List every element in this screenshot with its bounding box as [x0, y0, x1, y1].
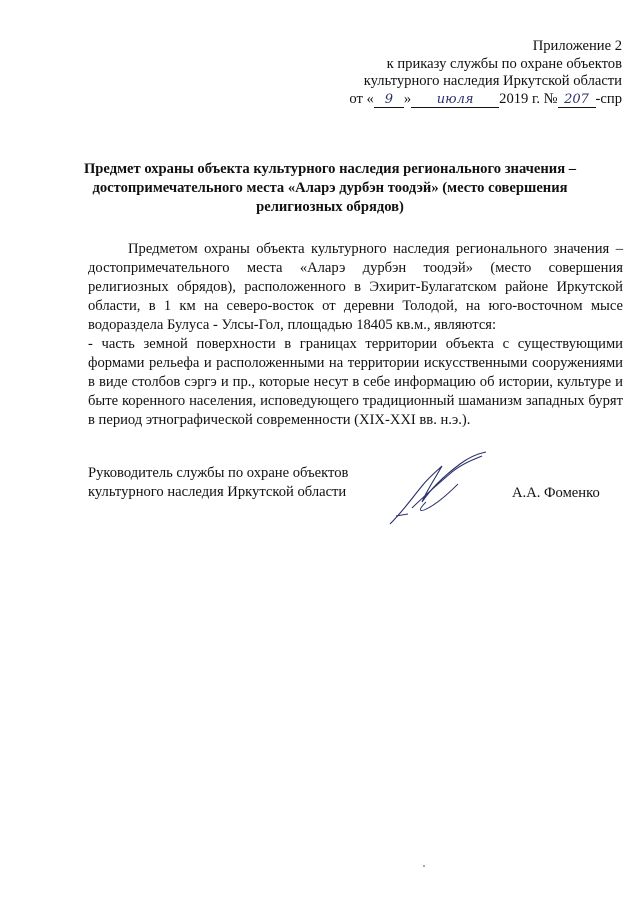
- title-line: достопримечательного места «Аларэ дурбэн тоодэй» (место совершения: [92, 180, 568, 196]
- handwritten-signature: [382, 450, 492, 530]
- date-mid: »: [403, 90, 412, 107]
- order-year: 2019 г. №: [499, 90, 558, 107]
- appendix-header: [349, 38, 622, 108]
- signatory-position: Руководитель службы по охране объектов: [88, 465, 349, 481]
- signatory-name: А.А. Фоменко: [512, 485, 600, 501]
- signature-block: [88, 464, 600, 502]
- order-suffix: -спр: [595, 90, 622, 107]
- handwritten-month: июля: [411, 93, 499, 108]
- date-prefix: от «: [349, 90, 374, 107]
- handwritten-day: 9: [374, 93, 404, 108]
- handwritten-order-number: 207: [558, 93, 596, 108]
- order-reference-line: к приказу службы по охране объектов: [386, 55, 622, 72]
- scan-speck: [423, 865, 425, 867]
- appendix-label: Приложение 2: [532, 38, 622, 54]
- body-paragraph: - часть земной поверхности в границах территории объекта с существующими формами рельефа и расположенными на территории искусственными сооружениями в виде столбов сэргэ и пр., которые несут в себе информацию об истории, культуре и быте коренного населения, исповедующего традиционный шаманизм западных бурят в период этнографической современности (XIX-XXI вв. н.э.).: [88, 336, 623, 428]
- order-authority-line: культурного наследия Иркутской области: [363, 73, 622, 89]
- order-date-line: [349, 91, 622, 109]
- document-title: [60, 160, 600, 217]
- document-body: [88, 240, 623, 430]
- title-line: Предмет охраны объекта культурного наследия регионального значения –: [83, 161, 577, 177]
- body-paragraph: Предметом охраны объекта культурного наследия регионального значения – достопримечательного места «Аларэ дурбэн тоодэй» (место совершения религиозных обрядов), расположенного в Эхирит-Булагатском районе Иркутской области, в 1 км на северо-восток от деревни Толодой, на юго-восточном мысе водораздела Булуса - Улсы-Гол, площадью 18405 кв.м., являются:: [88, 241, 623, 333]
- title-line: религиозных обрядов): [256, 199, 404, 215]
- signatory-position: культурного наследия Иркутской области: [88, 484, 347, 500]
